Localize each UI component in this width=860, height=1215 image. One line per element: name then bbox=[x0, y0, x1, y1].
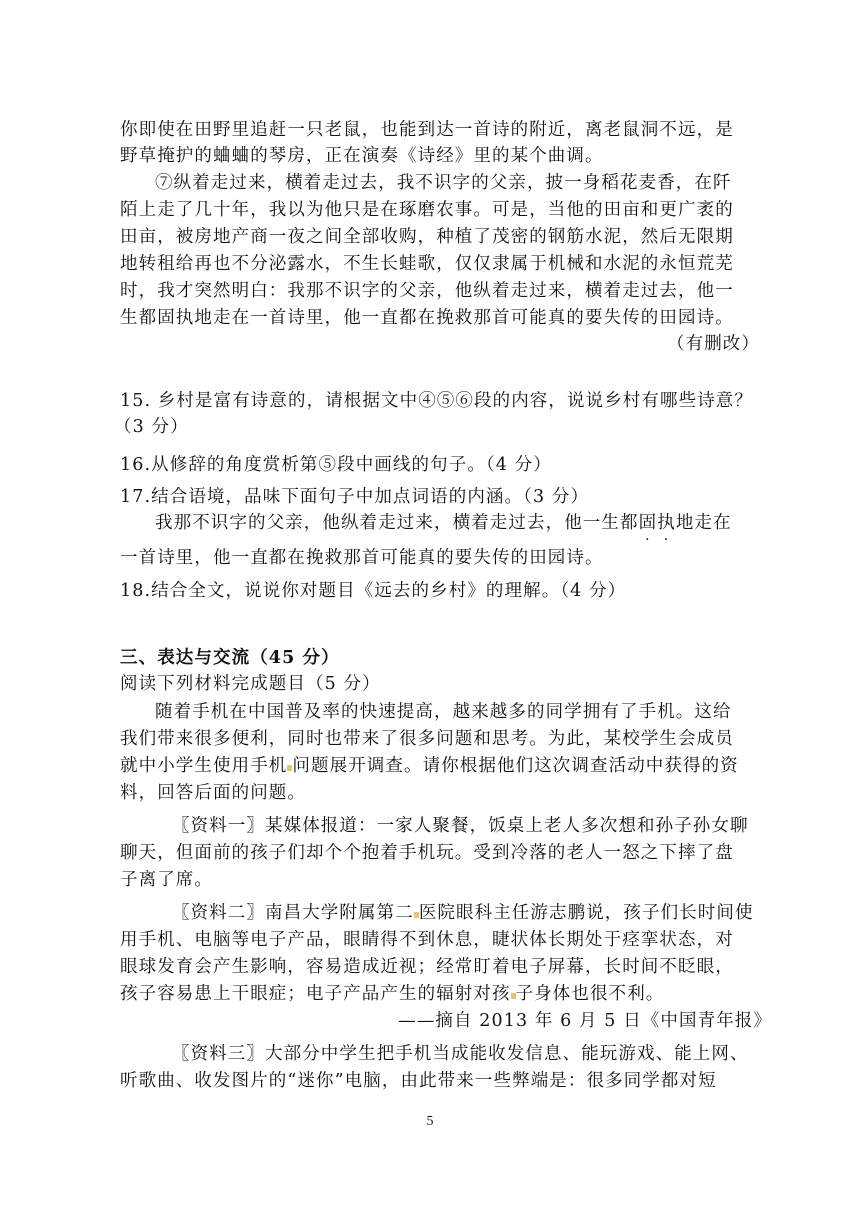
question-17-quote-line bbox=[155, 510, 732, 536]
question-16: 16.从修辞的角度赏析第⑤段中画线的句子。（4 分） bbox=[120, 455, 552, 475]
material-3-line: 〖资料三〗大部分中学生把手机当成能收发信息、能玩游戏、能上网、 bbox=[172, 1044, 749, 1064]
material-text: 孩子容易患上干眼症；电子产品产生的辐射对孩 bbox=[120, 984, 511, 1004]
paragraph-7-line: 陌上走了几十年，我以为他只是在琢磨农事。可是，当他的田亩和更广袤的 bbox=[120, 200, 734, 220]
intro-text: 就中小学生使用手机 bbox=[120, 756, 288, 776]
material-1-line: 聊天，但面前的孩子们却个个抱着手机玩。受到冷落的老人一怒之下摔了盘 bbox=[120, 843, 734, 863]
paragraph-7-line: 田亩，被房地产商一夜之间全部收购，种植了茂密的钢筋水泥，然后无限期 bbox=[120, 227, 734, 247]
intro-line: 料，回答后面的问题。 bbox=[120, 783, 306, 803]
question-17-quote-line: 一首诗里，他一直都在挽救那首可能真的要失传的田园诗。 bbox=[120, 548, 604, 568]
material-3-line: 听歌曲、收发图片的“迷你”电脑，由此带来一些弊端是：很多同学都对短 bbox=[120, 1071, 717, 1091]
material-1-line: 〖资料一〗某媒体报道：一家人聚餐，饭桌上老人多次想和孙子孙女聊 bbox=[172, 816, 749, 836]
material-2-source: ——摘自 2013 年 6 月 5 日《中国青年报》 bbox=[398, 1011, 772, 1031]
quote-text: 地走在 bbox=[675, 513, 732, 533]
material-1-line: 子离了席。 bbox=[120, 870, 213, 890]
emphasis-dotted-char: 固 bbox=[638, 513, 658, 533]
material-text: 子身体也很不利。 bbox=[515, 984, 665, 1004]
material-text: 医院眼科主任游志鹏说，孩子们长时间使 bbox=[418, 903, 754, 923]
intro-line bbox=[120, 753, 739, 779]
question-15-points: （3 分） bbox=[114, 417, 189, 437]
material-2-line: 眼球发育会产生影响，容易造成近视；经常盯着电子屏幕，长时间不眨眼， bbox=[120, 957, 734, 977]
intro-text: 问题展开调查。请你根据他们这次调查活动中获得的资 bbox=[292, 756, 739, 776]
revision-note: （有删改） bbox=[667, 334, 760, 354]
passage-line: 你即使在田野里追赶一只老鼠，也能到达一首诗的附近，离老鼠洞不远，是 bbox=[120, 120, 734, 140]
question-18: 18.结合全文，说说你对题目《远去的乡村》的理解。（4 分） bbox=[120, 581, 627, 601]
section-heading: 三、表达与交流（45 分） bbox=[120, 648, 340, 668]
question-15: 15. 乡村是富有诗意的，请根据文中④⑤⑥段的内容，说说乡村有哪些诗意？ bbox=[120, 391, 753, 411]
emphasis-dotted-char: 执 bbox=[657, 513, 676, 533]
intro-line: 随着手机在中国普及率的快速提高，越来越多的同学拥有了手机。这给 bbox=[155, 702, 732, 722]
material-2-line: 用手机、电脑等电子产品，眼睛得不到休息，睫状体长期处于痉挛状态，对 bbox=[120, 930, 734, 950]
material-2-line bbox=[120, 981, 664, 1007]
passage-line: 野草掩护的蛐蛐的琴房，正在演奏《诗经》里的某个曲调。 bbox=[120, 146, 604, 166]
intro-line: 我们带来很多便利，同时也带来了很多问题和思考。为此，某校学生会成员 bbox=[120, 729, 734, 749]
question-17: 17.结合语境，品味下面句子中加点词语的内涵。（3 分） bbox=[120, 487, 590, 507]
material-text: 〖资料二〗南昌大学附属第二 bbox=[172, 903, 414, 923]
page-number: 5 bbox=[426, 1114, 434, 1129]
paragraph-7-line: ⑦纵着走过来，横着走过去，我不识字的父亲，披一身稻花麦香，在阡 bbox=[155, 173, 732, 193]
quote-text: 我那不识字的父亲，他纵着走过来，横着走过去，他一生都 bbox=[155, 513, 639, 533]
section-instruction: 阅读下列材料完成题目（5 分） bbox=[120, 674, 381, 694]
paragraph-7-line: 时，我才突然明白：我那不识字的父亲，他纵着走过来，横着走过去，他一 bbox=[120, 281, 734, 301]
material-2-line bbox=[172, 900, 754, 926]
paragraph-7-line: 地转租给再也不分泌露水，不生长蛙歌，仅仅隶属于机械和水泥的永恒荒芜 bbox=[120, 254, 734, 274]
paragraph-7-line: 生都固执地走在一首诗里，他一直都在挽救那首可能真的要失传的田园诗。 bbox=[120, 308, 734, 328]
